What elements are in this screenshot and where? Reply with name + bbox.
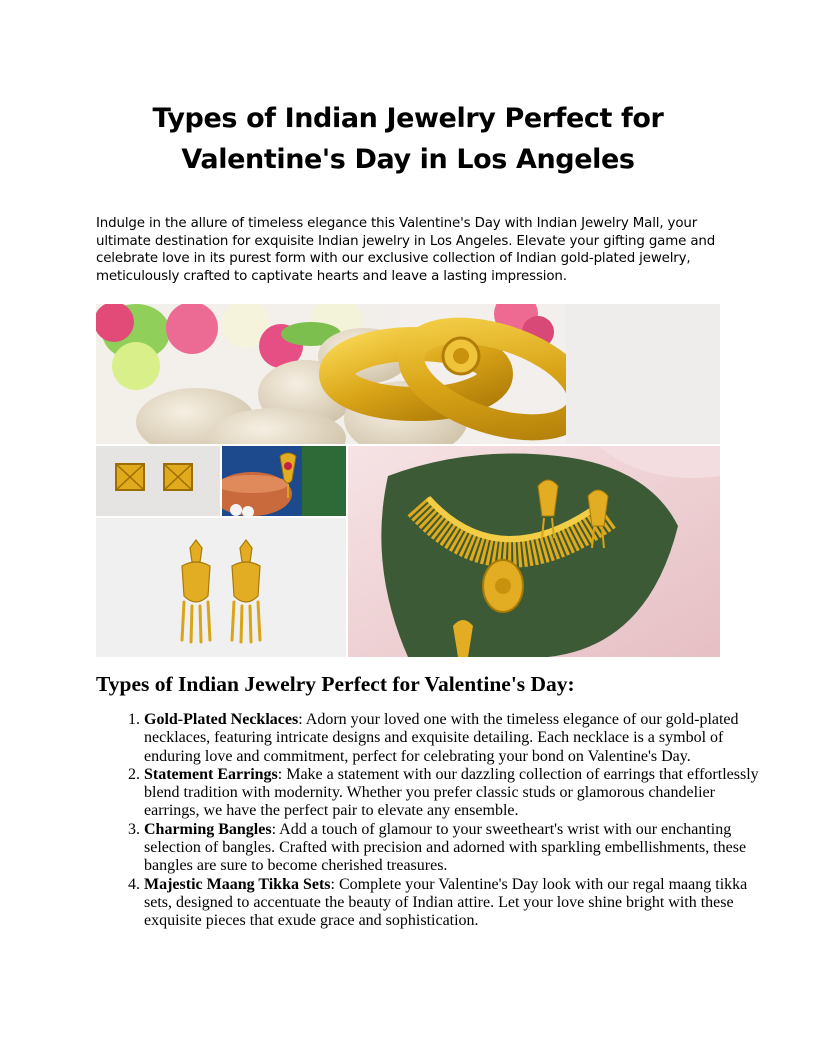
- item-text: : Make a statement with our dazzling collection of earrings that effortlessly blend tradition with modernity. Whether you prefer classic studs or glamorous chandelier earrings, we have the perfect pair to elevate any ensemble.: [144, 765, 759, 820]
- item-term: Charming Bangles: [144, 820, 272, 838]
- page-title: Types of Indian Jewelry Perfect for Valentine's Day in Los Angeles: [152, 103, 664, 175]
- section-heading: Types of Indian Jewelry Perfect for Valentine's Day:: [96, 672, 575, 696]
- list-item: [144, 766, 764, 821]
- item-term: Statement Earrings: [144, 765, 278, 783]
- chandelier-earrings-image: [96, 518, 346, 657]
- item-term: Majestic Maang Tikka Sets: [144, 875, 331, 893]
- item-text: : Complete your Valentine's Day look with our regal maang tikka sets, designed to accentuate the beauty of Indian attire. Let your love shine bright with these exquisite pieces that exude grace and sophistication.: [144, 875, 748, 930]
- stud-earrings-image: [96, 446, 220, 516]
- jewelry-image-collage: [96, 304, 720, 657]
- item-text: : Adorn your loved one with the timeless elegance of our gold-plated necklaces, featuring intricate designs and exquisite detailing. Each necklace is a symbol of enduring love and commitment, perfect for celebrating your bond on Valentine's Day.: [144, 711, 739, 765]
- intro-paragraph: Indulge in the allure of timeless elegance this Valentine's Day with Indian Jewelry Mall, your ultimate destination for exquisite Indian jewelry in Los Angeles. Elevate your gifting game and celebrate love in its purest form with our exclusive collection of Indian gold-plated jewelry, meticulously crafted to captivate hearts and leave a lasting impression.: [96, 216, 716, 284]
- jewelry-types-list: [96, 711, 764, 931]
- bangle-image: [96, 304, 720, 444]
- maang-tikka-image: [222, 446, 346, 516]
- item-term: Gold-Plated Necklaces: [144, 711, 299, 728]
- list-item: [144, 711, 764, 766]
- necklace-set-image: [348, 446, 720, 657]
- item-text: : Add a touch of glamour to your sweetheart's wrist with our enchanting selection of bangles. Crafted with precision and adorned with sparkling embellishments, these bangles are sure to become cherished treasures.: [144, 820, 747, 875]
- list-item: [144, 821, 764, 876]
- list-item: [144, 876, 764, 931]
